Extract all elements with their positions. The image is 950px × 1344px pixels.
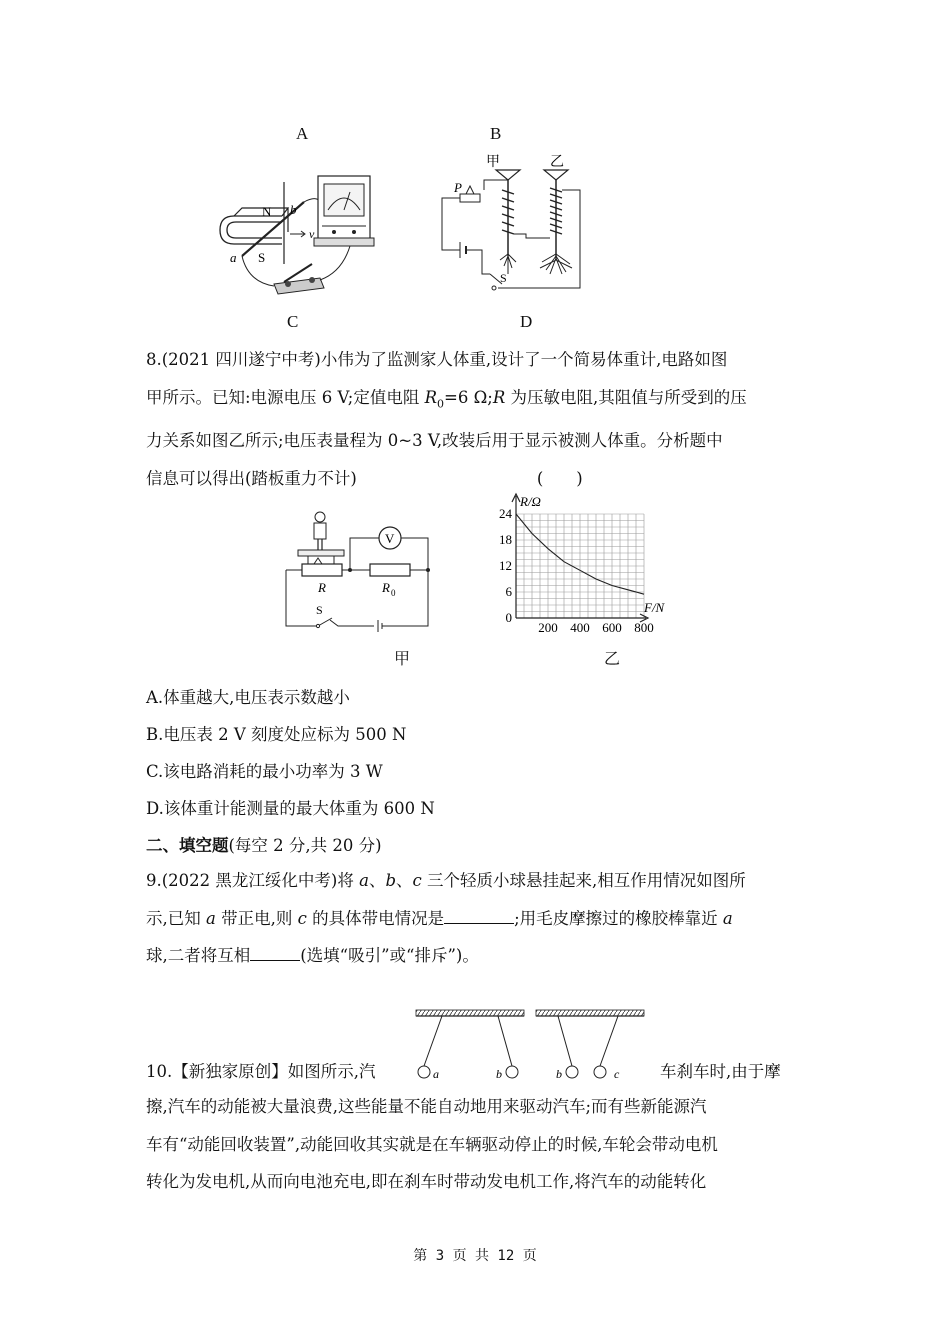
x-axis-label: F/N: [644, 600, 665, 615]
fig-d-jia: 甲: [486, 155, 500, 170]
question-9: [146, 862, 806, 975]
q8-line-3: 力关系如图乙所示;电压表量程为 0~3 V,改装后用于显示被测人体重。分析题中: [146, 431, 723, 451]
question-10-body: [146, 1088, 806, 1201]
answer-paren: ( ): [536, 468, 583, 488]
label-d: D: [520, 312, 533, 331]
hanging-balls-figure: [412, 1006, 652, 1084]
circuit-v-label: V: [385, 531, 395, 546]
y-tick-label: 12: [499, 558, 512, 573]
x-tick-label: 400: [570, 620, 590, 635]
q9-line-3: 球,二者将互相 (选填“吸引”或“排斥”)。: [146, 946, 479, 965]
circuit-s-label: S: [316, 603, 323, 617]
ball-b2-label: b: [556, 1067, 562, 1081]
q8-line-1: 8.(2021 四川遂宁中考)小伟为了监测家人体重,设计了一个简易体重计,电路如图: [146, 350, 728, 369]
q9-line-1: 9.(2022 黑龙江绥化中考)将 a、b、c 三个轻质小球悬挂起来,相互作用情况如图所: [146, 871, 746, 890]
blank-2[interactable]: [250, 944, 300, 961]
label-b: B: [490, 124, 502, 143]
circuit-jia-diagram: [278, 508, 438, 633]
label-c: C: [287, 312, 299, 331]
circuit-r-label: R: [318, 580, 326, 595]
section-2-title: 二、填空题: [146, 836, 229, 855]
chart-grid: [516, 514, 644, 618]
circuit-r0-label: R: [382, 580, 390, 595]
blank-1[interactable]: [444, 907, 514, 924]
fig-d-s: S: [500, 271, 507, 285]
caption-jia: 甲: [394, 649, 411, 668]
option-c: C.该电路消耗的最小功率为 3 W: [146, 762, 383, 781]
ball-b1-label: b: [496, 1067, 502, 1081]
q10-line-1b: 车刹车时,由于摩: [660, 1062, 781, 1081]
q10-line-2: 擦,汽车的动能被大量浪费,这些能量不能自动地用来驱动汽车;而有些新能源汽: [146, 1097, 707, 1116]
y-tick-label: 18: [499, 532, 512, 547]
ball-c-label: c: [614, 1067, 620, 1081]
y-tick-label: 24: [499, 506, 512, 521]
section-2-note: (每空 2 分,共 20 分): [228, 836, 382, 855]
fig-c-v: v: [309, 227, 315, 241]
question-8: [146, 341, 806, 497]
y-tick-label: 0: [505, 610, 512, 625]
fig-c-n: N: [262, 204, 272, 219]
fig-c-s: S: [258, 250, 266, 265]
fig-d-p: P: [454, 180, 462, 195]
fig-d-yi: 乙: [550, 155, 564, 170]
option-d: D.该体重计能测量的最大体重为 600 N: [146, 799, 435, 818]
q10-line-1a: 10.【新独家原创】如图所示,汽: [146, 1062, 376, 1081]
ball-a-label: a: [433, 1067, 439, 1081]
q8-line-2: 甲所示。已知:电源电压 6 V;定值电阻 $R_0=6$ Ω;R 为压敏电阻,其阻值与所受到的压: [146, 387, 747, 410]
fig-c-b: b: [290, 202, 297, 217]
galvanometer-icon: [312, 172, 376, 248]
q8-line-4: 信息可以得出(踏板重力不计) ( ): [146, 468, 583, 488]
option-b: B.电压表 2 V 刻度处应标为 500 N: [146, 725, 407, 744]
label-a: A: [296, 124, 309, 143]
fig-c-a: a: [230, 250, 237, 265]
q10-line-3: 车有“动能回收装置”,动能回收其实就是在车辆驱动停止的时候,车轮会带动电机: [146, 1134, 718, 1154]
figure-d-electromagnets: [430, 150, 600, 298]
option-a: A.体重越大,电压表示数越小: [146, 688, 350, 707]
caption-yi: 乙: [604, 649, 621, 668]
circuit-r0-sub: 0: [391, 588, 396, 598]
y-axis-label: R/Ω: [520, 494, 541, 509]
section-2-heading: [146, 832, 382, 856]
x-tick-label: 800: [634, 620, 654, 635]
graph-yi-chart: [486, 490, 686, 640]
x-tick-label: 200: [538, 620, 558, 635]
q10-line-4: 转化为发电机,从而向电池充电,即在刹车时带动发电机工作,将汽车的动能转化: [146, 1172, 707, 1191]
x-tick-label: 600: [602, 620, 622, 635]
q9-line-2: 示,已知 a 带正电,则 c 的具体带电情况是 ;用毛皮摩擦过的橡胶棒靠近 a: [146, 908, 733, 928]
page-footer: 第 3 页 共 12 页: [413, 1248, 537, 1264]
y-tick-label: 6: [505, 584, 512, 599]
